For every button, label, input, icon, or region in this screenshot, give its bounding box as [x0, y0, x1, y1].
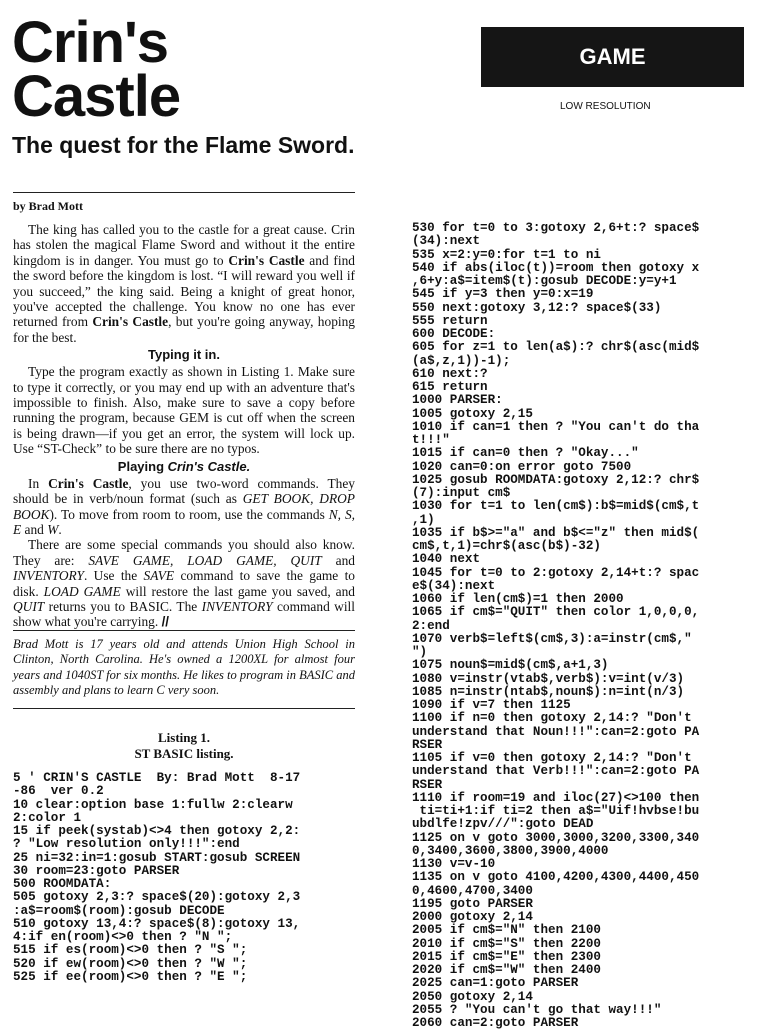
playing-paragraph-2: There are some special commands you should also know. They are: SAVE GAME, LOAD GAME, QUIT and INVENTORY. Use the SAVE command to save the game to disk. LOAD GAME will restore the last game you saved, and QUIT returns you to BASIC. The INVENTORY command will show what you're carrying. // [13, 537, 356, 630]
typing-heading: Typing it in. [148, 347, 220, 363]
resolution-label: LOW RESOLUTION [560, 101, 651, 112]
intro-paragraph: The king has called you to the castle for a great cause. Crin has stolen the magical Flame Sword and without it the entire kingdom is in danger. You must go to Crin's Castle and find the sword before the kingdom is lost. “I will reward you well if you succeed,” the king said. Being a knight of great honor, you've accepted the challenge. You know no one has ever returned from Crin's Castle, but you're going anyway, hoping for the best. [13, 222, 356, 345]
byline-rule [13, 192, 355, 193]
byline: by Brad Mott [13, 199, 83, 213]
title-line-2: Castle [12, 64, 181, 129]
listing-label: Listing 1. [157, 730, 210, 745]
listing-name: ST BASIC listing. [134, 746, 234, 761]
category-badge: GAME [481, 27, 744, 87]
listing-caption [13, 730, 355, 762]
code-listing-left: 5 ' CRIN'S CASTLE By: Brad Mott 8-17 -86 ver 0.2 10 clear:option base 1:fullw 2:clearw 2:color 1 15 if peek(systab)<>4 then gotoxy 2,2: ? "Low resolution only!!!":end 25 ni=32:in=1:gosub START:gosub SCREEN 30 room=23:goto PARSER 500 ROOMDATA: 505 gotoxy 2,3:? space$(20):gotoxy 2,3 :a$=room$(room):gosub DECODE 510 gotoxy 13,4:? space$(8):gotoxy 13, 4:if en(room)<>0 then ? "N "; 515 if es(room)<>0 then ? "S "; 520 if ew(room)<>0 then ? "W "; 525 if ee(room)<>0 then ? "E "; [13, 771, 301, 984]
code-listing-right: 530 for t=0 to 3:gotoxy 2,6+t:? space$ (34):next 535 x=2:y=0:for t=1 to ni 540 if abs(iloc(t))=room then gotoxy x ,6+y:a$=item$(t):gosub DECODE:y=y+1 545 if y=3 then y=0:x=19 550 next:gotoxy 3,12:? space$(33) 555 return 600 DECODE: 605 for z=1 to len(a$):? chr$(asc(mid$ (a$,z,1))-1); 610 next:? 615 return 1000 PARSER: 1005 gotoxy 2,15 1010 if can=1 then ? "You can't do tha t!!!" 1015 if can=0 then ? "Okay..." 1020 can=0:on error goto 7500 1025 gosub ROOMDATA:gotoxy 2,12:? chr$ (7):input cm$ 1030 for t=1 to len(cm$):b$=mid$(cm$,t ,1) 1035 if b$>="a" and b$<="z" then mid$( cm$,t,1)=chr$(asc(b$)-32) 1040 next 1045 for t=0 to 2:gotoxy 2,14+t:? spac e$(34):next 1060 if len(cm$)=1 then 2000 1065 if cm$="QUIT" then color 1,0,0,0, 2:end 1070 verb$=left$(cm$,3):a=instr(cm$," ") 1075 noun$=mid$(cm$,a+1,3) 1080 v=instr(vtab$,verb$):v=int(v/3) 1085 n=instr(ntab$,noun$):n=int(n/3) 1090 if v=7 then 1125 1100 if n=0 then gotoxy 2,14:? "Don't understand that Noun!!!":can=2:goto PA RSER 1105 if v=0 then gotoxy 2,14:? "Don't understand that Verb!!!":can=2:goto PA RSER 1110 if room=19 and iloc(27)<>100 then ti=ti+1:if ti=2 then a$="Uif!hvbse!bu ubdlfe!zpv///":goto DEAD 1125 on v goto 3000,3000,3200,3300,340 0,3400,3600,3800,3900,4000 1130 v=v-10 1135 on v goto 4100,4200,4300,4400,450 0,4600,4700,3400 1195 goto PARSER 2000 gotoxy 2,14 2005 if cm$="N" then 2100 2010 if cm$="S" then 2200 2015 if cm$="E" then 2300 2020 if cm$="W" then 2400 2025 can=1:goto PARSER 2050 gotoxy 2,14 2055 ? "You can't go that way!!!" 2060 can=2:goto PARSER [412, 221, 700, 1030]
author-bio: Brad Mott is 17 years old and attends Union High School in Clinton, North Carolina. He's owned a 1200XL for almost four years and 1040ST for six months. He likes to program in BASIC and assembly and plans to learn C very soon. [13, 637, 356, 698]
article-subtitle: The quest for the Flame Sword. [12, 132, 355, 158]
end-mark-icon: // [161, 614, 170, 630]
title-line-1: Crin's [12, 10, 169, 75]
typing-paragraph: Type the program exactly as shown in Listing 1. Make sure to type it correctly, or you may end up with an adventure that's impossible to finish. Also, make sure to save a copy before running the program, because GEM is cut off when the screen is being drawn—if you get an error, the system will lock up. Use “ST-Check” to be sure there are no typos. [13, 364, 355, 457]
article-title [12, 10, 181, 129]
playing-heading: Playing Crin's Castle. [117, 458, 251, 474]
bio-rule-top [13, 630, 355, 631]
bio-rule-bottom [13, 708, 355, 709]
playing-paragraph-1: In Crin's Castle, you use two-word commands. They should be in verb/noun format (such as GET BOOK, DROP BOOK). To move from room to room, use the commands N, S, E and W. [13, 475, 356, 537]
article-body [13, 222, 355, 630]
